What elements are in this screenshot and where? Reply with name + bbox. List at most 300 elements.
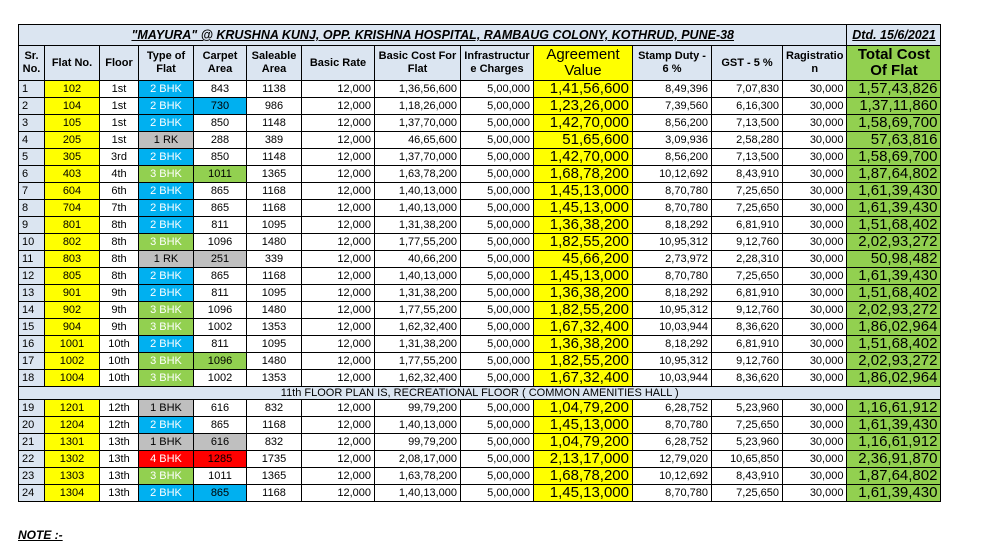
flat-no-cell: 902: [45, 302, 100, 319]
gst-cell: 6,81,910: [712, 285, 783, 302]
carpet-area-cell: 1011: [194, 468, 247, 485]
flat-type-cell: 1 RK: [139, 251, 194, 268]
gst-cell: 2,58,280: [712, 132, 783, 149]
carpet-area-cell: 865: [194, 200, 247, 217]
carpet-area-cell: 811: [194, 217, 247, 234]
floor-cell: 12th: [100, 400, 139, 417]
basic-rate-cell: 12,000: [302, 336, 375, 353]
table-row: [19, 370, 941, 387]
floor-cell: 8th: [100, 234, 139, 251]
agreement-value-cell: 1,41,56,600: [534, 81, 633, 98]
carpet-area-cell: 730: [194, 98, 247, 115]
flat-type-cell: 2 BHK: [139, 115, 194, 132]
carpet-area-cell: 1002: [194, 319, 247, 336]
table-row: [19, 268, 941, 285]
total-cost-cell: 1,58,69,700: [847, 149, 941, 166]
agreement-value-cell: 1,82,55,200: [534, 302, 633, 319]
flat-type-cell: 1 BHK: [139, 400, 194, 417]
stamp-duty-cell: 8,49,396: [633, 81, 712, 98]
flat-type-cell: 2 BHK: [139, 98, 194, 115]
total-cost-cell: 1,37,11,860: [847, 98, 941, 115]
saleable-area-cell: 832: [247, 434, 302, 451]
floor-cell: 4th: [100, 166, 139, 183]
basic-rate-cell: 12,000: [302, 468, 375, 485]
basic-rate-cell: 12,000: [302, 217, 375, 234]
sheet-date: Dtd. 15/6/2021: [847, 25, 941, 46]
sr-cell: 9: [19, 217, 45, 234]
basic-cost-cell: 2,08,17,000: [375, 451, 461, 468]
total-cost-cell: 2,02,93,272: [847, 302, 941, 319]
saleable-area-cell: 1095: [247, 217, 302, 234]
registration-cell: 30,000: [783, 319, 847, 336]
total-cost-cell: 1,87,64,802: [847, 166, 941, 183]
agreement-value-cell: 1,23,26,000: [534, 98, 633, 115]
sr-cell: 10: [19, 234, 45, 251]
infra-charges-cell: 5,00,000: [461, 485, 534, 502]
agreement-value-cell: 1,68,78,200: [534, 166, 633, 183]
basic-rate-cell: 12,000: [302, 251, 375, 268]
agreement-value-cell: 1,67,32,400: [534, 319, 633, 336]
gst-cell: 8,43,910: [712, 468, 783, 485]
stamp-duty-cell: 6,28,752: [633, 434, 712, 451]
basic-cost-cell: 46,65,600: [375, 132, 461, 149]
flat-no-cell: 1004: [45, 370, 100, 387]
gst-cell: 7,13,500: [712, 149, 783, 166]
infra-charges-cell: 5,00,000: [461, 115, 534, 132]
flat-type-cell: 1 RK: [139, 132, 194, 149]
flat-type-cell: 3 BHK: [139, 370, 194, 387]
table-row: [19, 81, 941, 98]
registration-cell: 30,000: [783, 400, 847, 417]
sr-cell: 3: [19, 115, 45, 132]
flat-type-cell: 2 BHK: [139, 217, 194, 234]
registration-cell: 30,000: [783, 251, 847, 268]
flat-type-cell: 2 BHK: [139, 200, 194, 217]
carpet-area-cell: 1096: [194, 234, 247, 251]
basic-rate-cell: 12,000: [302, 319, 375, 336]
title-row: [19, 25, 941, 46]
flat-type-cell: 2 BHK: [139, 336, 194, 353]
sr-cell: 8: [19, 200, 45, 217]
stamp-duty-cell: 8,56,200: [633, 115, 712, 132]
table-row: [19, 149, 941, 166]
flat-no-cell: 104: [45, 98, 100, 115]
saleable-area-cell: 1353: [247, 370, 302, 387]
sheet-title: "MAYURA" @ KRUSHNA KUNJ, OPP. KRISHNA HOSPITAL, RAMBAUG COLONY, KOTHRUD, PUNE-38: [19, 25, 847, 46]
flat-no-cell: 403: [45, 166, 100, 183]
gst-cell: 7,25,650: [712, 417, 783, 434]
flat-no-cell: 904: [45, 319, 100, 336]
basic-rate-cell: 12,000: [302, 183, 375, 200]
sr-cell: 6: [19, 166, 45, 183]
infra-charges-cell: 5,00,000: [461, 268, 534, 285]
basic-cost-cell: 1,18,26,000: [375, 98, 461, 115]
table-row: [19, 434, 941, 451]
stamp-duty-cell: 10,03,944: [633, 319, 712, 336]
flat-type-cell: 3 BHK: [139, 353, 194, 370]
registration-cell: 30,000: [783, 336, 847, 353]
flat-no-cell: 1302: [45, 451, 100, 468]
total-cost-cell: 1,58,69,700: [847, 115, 941, 132]
basic-cost-cell: 1,77,55,200: [375, 353, 461, 370]
basic-rate-cell: 12,000: [302, 485, 375, 502]
stamp-duty-cell: 10,95,312: [633, 234, 712, 251]
infra-charges-cell: 5,00,000: [461, 319, 534, 336]
basic-cost-cell: 1,77,55,200: [375, 302, 461, 319]
infra-charges-cell: 5,00,000: [461, 81, 534, 98]
flat-type-cell: 2 BHK: [139, 268, 194, 285]
registration-cell: 30,000: [783, 353, 847, 370]
stamp-duty-cell: 10,12,692: [633, 468, 712, 485]
registration-cell: 30,000: [783, 81, 847, 98]
stamp-duty-cell: 8,56,200: [633, 149, 712, 166]
agreement-value-cell: 1,36,38,200: [534, 217, 633, 234]
header-stamp: Stamp Duty - 6 %: [633, 46, 712, 81]
total-cost-cell: 1,16,61,912: [847, 434, 941, 451]
header-floor: Floor: [100, 46, 139, 81]
flat-type-cell: 3 BHK: [139, 302, 194, 319]
basic-rate-cell: 12,000: [302, 417, 375, 434]
sr-cell: 21: [19, 434, 45, 451]
sr-cell: 7: [19, 183, 45, 200]
agreement-value-cell: 1,45,13,000: [534, 268, 633, 285]
flat-no-cell: 1301: [45, 434, 100, 451]
carpet-area-cell: 850: [194, 115, 247, 132]
basic-cost-cell: 1,37,70,000: [375, 149, 461, 166]
saleable-area-cell: 389: [247, 132, 302, 149]
basic-cost-cell: 1,63,78,200: [375, 166, 461, 183]
flat-type-cell: 2 BHK: [139, 417, 194, 434]
flat-type-cell: 3 BHK: [139, 234, 194, 251]
floor-cell: 8th: [100, 251, 139, 268]
flat-no-cell: 1201: [45, 400, 100, 417]
saleable-area-cell: 339: [247, 251, 302, 268]
basic-cost-cell: 99,79,200: [375, 434, 461, 451]
basic-cost-cell: 1,40,13,000: [375, 417, 461, 434]
flat-type-cell: 3 BHK: [139, 319, 194, 336]
floor-cell: 9th: [100, 285, 139, 302]
agreement-value-cell: 1,45,13,000: [534, 417, 633, 434]
basic-cost-cell: 1,63,78,200: [375, 468, 461, 485]
sr-cell: 13: [19, 285, 45, 302]
infra-charges-cell: 5,00,000: [461, 336, 534, 353]
saleable-area-cell: 1095: [247, 285, 302, 302]
floor-cell: 1st: [100, 115, 139, 132]
flat-no-cell: 305: [45, 149, 100, 166]
table-row: [19, 217, 941, 234]
basic-rate-cell: 12,000: [302, 115, 375, 132]
registration-cell: 30,000: [783, 115, 847, 132]
total-cost-cell: 1,61,39,430: [847, 485, 941, 502]
flat-no-cell: 102: [45, 81, 100, 98]
carpet-area-cell: 865: [194, 183, 247, 200]
infra-charges-cell: 5,00,000: [461, 234, 534, 251]
basic-rate-cell: 12,000: [302, 302, 375, 319]
gst-cell: 5,23,960: [712, 400, 783, 417]
header-infra: Infrastructur e Charges: [461, 46, 534, 81]
infra-charges-cell: 5,00,000: [461, 200, 534, 217]
stamp-duty-cell: 8,70,780: [633, 268, 712, 285]
header-gst: GST - 5 %: [712, 46, 783, 81]
note-label: NOTE :-: [18, 528, 63, 542]
table-row: [19, 468, 941, 485]
basic-rate-cell: 12,000: [302, 234, 375, 251]
total-cost-cell: 1,16,61,912: [847, 400, 941, 417]
basic-rate-cell: 12,000: [302, 166, 375, 183]
table-row: [19, 115, 941, 132]
flat-no-cell: 1002: [45, 353, 100, 370]
floor-note-row: [19, 387, 941, 400]
flat-no-cell: 1303: [45, 468, 100, 485]
flat-no-cell: 1001: [45, 336, 100, 353]
basic-cost-cell: 1,31,38,200: [375, 336, 461, 353]
saleable-area-cell: 1480: [247, 302, 302, 319]
infra-charges-cell: 5,00,000: [461, 285, 534, 302]
gst-cell: 10,65,850: [712, 451, 783, 468]
saleable-area-cell: 1365: [247, 166, 302, 183]
stamp-duty-cell: 12,79,020: [633, 451, 712, 468]
sr-cell: 1: [19, 81, 45, 98]
gst-cell: 6,16,300: [712, 98, 783, 115]
table-row: [19, 166, 941, 183]
floor-cell: 9th: [100, 319, 139, 336]
basic-cost-cell: 1,31,38,200: [375, 217, 461, 234]
floor-cell: 1st: [100, 132, 139, 149]
basic-rate-cell: 12,000: [302, 434, 375, 451]
total-cost-cell: 1,57,43,826: [847, 81, 941, 98]
floor-cell: 1st: [100, 81, 139, 98]
floor-cell: 10th: [100, 370, 139, 387]
registration-cell: 30,000: [783, 370, 847, 387]
sr-cell: 19: [19, 400, 45, 417]
flat-no-cell: 105: [45, 115, 100, 132]
floor-note: 11th FLOOR PLAN IS, RECREATIONAL FLOOR ( COMMON AMENITIES HALL ): [19, 387, 941, 400]
infra-charges-cell: 5,00,000: [461, 98, 534, 115]
flat-no-cell: 801: [45, 217, 100, 234]
carpet-area-cell: 1285: [194, 451, 247, 468]
sr-cell: 18: [19, 370, 45, 387]
infra-charges-cell: 5,00,000: [461, 251, 534, 268]
sr-cell: 17: [19, 353, 45, 370]
floor-cell: 13th: [100, 451, 139, 468]
gst-cell: 2,28,310: [712, 251, 783, 268]
agreement-value-cell: 1,04,79,200: [534, 434, 633, 451]
header-sr: Sr. No.: [19, 46, 45, 81]
carpet-area-cell: 1096: [194, 353, 247, 370]
flat-type-cell: 2 BHK: [139, 81, 194, 98]
registration-cell: 30,000: [783, 217, 847, 234]
table-row: [19, 400, 941, 417]
basic-cost-cell: 1,40,13,000: [375, 485, 461, 502]
stamp-duty-cell: 10,12,692: [633, 166, 712, 183]
registration-cell: 30,000: [783, 200, 847, 217]
infra-charges-cell: 5,00,000: [461, 302, 534, 319]
agreement-value-cell: 1,45,13,000: [534, 200, 633, 217]
agreement-value-cell: 1,82,55,200: [534, 234, 633, 251]
flat-no-cell: 1204: [45, 417, 100, 434]
gst-cell: 9,12,760: [712, 234, 783, 251]
total-cost-cell: 1,61,39,430: [847, 417, 941, 434]
carpet-area-cell: 616: [194, 400, 247, 417]
table-row: [19, 319, 941, 336]
agreement-value-cell: 45,66,200: [534, 251, 633, 268]
basic-cost-cell: 1,37,70,000: [375, 115, 461, 132]
sr-cell: 20: [19, 417, 45, 434]
flat-type-cell: 2 BHK: [139, 149, 194, 166]
stamp-duty-cell: 7,39,560: [633, 98, 712, 115]
total-cost-cell: 2,02,93,272: [847, 234, 941, 251]
basic-cost-cell: 99,79,200: [375, 400, 461, 417]
carpet-area-cell: 251: [194, 251, 247, 268]
gst-cell: 9,12,760: [712, 302, 783, 319]
carpet-area-cell: 1011: [194, 166, 247, 183]
stamp-duty-cell: 8,18,292: [633, 336, 712, 353]
basic-rate-cell: 12,000: [302, 400, 375, 417]
header-row: [19, 46, 941, 81]
sr-cell: 4: [19, 132, 45, 149]
header-rate: Basic Rate: [302, 46, 375, 81]
saleable-area-cell: 1168: [247, 183, 302, 200]
basic-rate-cell: 12,000: [302, 98, 375, 115]
carpet-area-cell: 843: [194, 81, 247, 98]
sr-cell: 2: [19, 98, 45, 115]
total-cost-cell: 1,86,02,964: [847, 319, 941, 336]
table-row: [19, 451, 941, 468]
table-row: [19, 485, 941, 502]
table-row: [19, 285, 941, 302]
total-cost-cell: 1,61,39,430: [847, 268, 941, 285]
carpet-area-cell: 1002: [194, 370, 247, 387]
agreement-value-cell: 1,67,32,400: [534, 370, 633, 387]
gst-cell: 8,36,620: [712, 319, 783, 336]
stamp-duty-cell: 6,28,752: [633, 400, 712, 417]
floor-cell: 7th: [100, 200, 139, 217]
infra-charges-cell: 5,00,000: [461, 217, 534, 234]
table-row: [19, 353, 941, 370]
registration-cell: 30,000: [783, 434, 847, 451]
sr-cell: 14: [19, 302, 45, 319]
saleable-area-cell: 1365: [247, 468, 302, 485]
basic-cost-cell: 1,40,13,000: [375, 183, 461, 200]
carpet-area-cell: 811: [194, 285, 247, 302]
flat-no-cell: 604: [45, 183, 100, 200]
total-cost-cell: 50,98,482: [847, 251, 941, 268]
agreement-value-cell: 51,65,600: [534, 132, 633, 149]
carpet-area-cell: 865: [194, 417, 247, 434]
header-agreement: Agreement Value: [534, 46, 633, 81]
agreement-value-cell: 1,45,13,000: [534, 485, 633, 502]
registration-cell: 30,000: [783, 98, 847, 115]
stamp-duty-cell: 10,95,312: [633, 302, 712, 319]
gst-cell: 6,81,910: [712, 217, 783, 234]
registration-cell: 30,000: [783, 166, 847, 183]
saleable-area-cell: 1168: [247, 417, 302, 434]
flat-no-cell: 802: [45, 234, 100, 251]
sr-cell: 5: [19, 149, 45, 166]
registration-cell: 30,000: [783, 268, 847, 285]
total-cost-cell: 57,63,816: [847, 132, 941, 149]
basic-rate-cell: 12,000: [302, 268, 375, 285]
infra-charges-cell: 5,00,000: [461, 149, 534, 166]
saleable-area-cell: 1353: [247, 319, 302, 336]
agreement-value-cell: 1,68,78,200: [534, 468, 633, 485]
total-cost-cell: 2,02,93,272: [847, 353, 941, 370]
floor-cell: 8th: [100, 268, 139, 285]
header-saleable: Saleable Area: [247, 46, 302, 81]
gst-cell: 7,25,650: [712, 268, 783, 285]
carpet-area-cell: 616: [194, 434, 247, 451]
total-cost-cell: 1,61,39,430: [847, 183, 941, 200]
registration-cell: 30,000: [783, 132, 847, 149]
basic-cost-cell: 1,62,32,400: [375, 319, 461, 336]
header-reg: Ragistratio n: [783, 46, 847, 81]
basic-cost-cell: 1,62,32,400: [375, 370, 461, 387]
stamp-duty-cell: 8,18,292: [633, 217, 712, 234]
floor-cell: 12th: [100, 417, 139, 434]
saleable-area-cell: 1148: [247, 115, 302, 132]
table-row: [19, 251, 941, 268]
registration-cell: 30,000: [783, 417, 847, 434]
gst-cell: 8,36,620: [712, 370, 783, 387]
total-cost-cell: 2,36,91,870: [847, 451, 941, 468]
gst-cell: 5,23,960: [712, 434, 783, 451]
registration-cell: 30,000: [783, 451, 847, 468]
basic-rate-cell: 12,000: [302, 451, 375, 468]
table-row: [19, 132, 941, 149]
stamp-duty-cell: 8,70,780: [633, 200, 712, 217]
flat-type-cell: 4 BHK: [139, 451, 194, 468]
table-row: [19, 417, 941, 434]
sr-cell: 11: [19, 251, 45, 268]
carpet-area-cell: 1096: [194, 302, 247, 319]
gst-cell: 7,25,650: [712, 485, 783, 502]
saleable-area-cell: 1095: [247, 336, 302, 353]
floor-cell: 1st: [100, 98, 139, 115]
agreement-value-cell: 1,42,70,000: [534, 115, 633, 132]
floor-cell: 13th: [100, 485, 139, 502]
total-cost-cell: 1,87,64,802: [847, 468, 941, 485]
registration-cell: 30,000: [783, 149, 847, 166]
gst-cell: 7,07,830: [712, 81, 783, 98]
basic-cost-cell: 1,31,38,200: [375, 285, 461, 302]
basic-rate-cell: 12,000: [302, 81, 375, 98]
gst-cell: 7,25,650: [712, 183, 783, 200]
stamp-duty-cell: 10,95,312: [633, 353, 712, 370]
registration-cell: 30,000: [783, 468, 847, 485]
saleable-area-cell: 1168: [247, 200, 302, 217]
saleable-area-cell: 1735: [247, 451, 302, 468]
table-row: [19, 98, 941, 115]
flat-type-cell: 1 BHK: [139, 434, 194, 451]
carpet-area-cell: 811: [194, 336, 247, 353]
infra-charges-cell: 5,00,000: [461, 353, 534, 370]
basic-rate-cell: 12,000: [302, 200, 375, 217]
table-row: [19, 200, 941, 217]
floor-cell: 6th: [100, 183, 139, 200]
agreement-value-cell: 1,04,79,200: [534, 400, 633, 417]
carpet-area-cell: 865: [194, 268, 247, 285]
saleable-area-cell: 832: [247, 400, 302, 417]
gst-cell: 7,25,650: [712, 200, 783, 217]
registration-cell: 30,000: [783, 234, 847, 251]
agreement-value-cell: 1,36,38,200: [534, 336, 633, 353]
infra-charges-cell: 5,00,000: [461, 451, 534, 468]
total-cost-cell: 1,51,68,402: [847, 217, 941, 234]
sr-cell: 22: [19, 451, 45, 468]
infra-charges-cell: 5,00,000: [461, 468, 534, 485]
table-row: [19, 183, 941, 200]
carpet-area-cell: 850: [194, 149, 247, 166]
